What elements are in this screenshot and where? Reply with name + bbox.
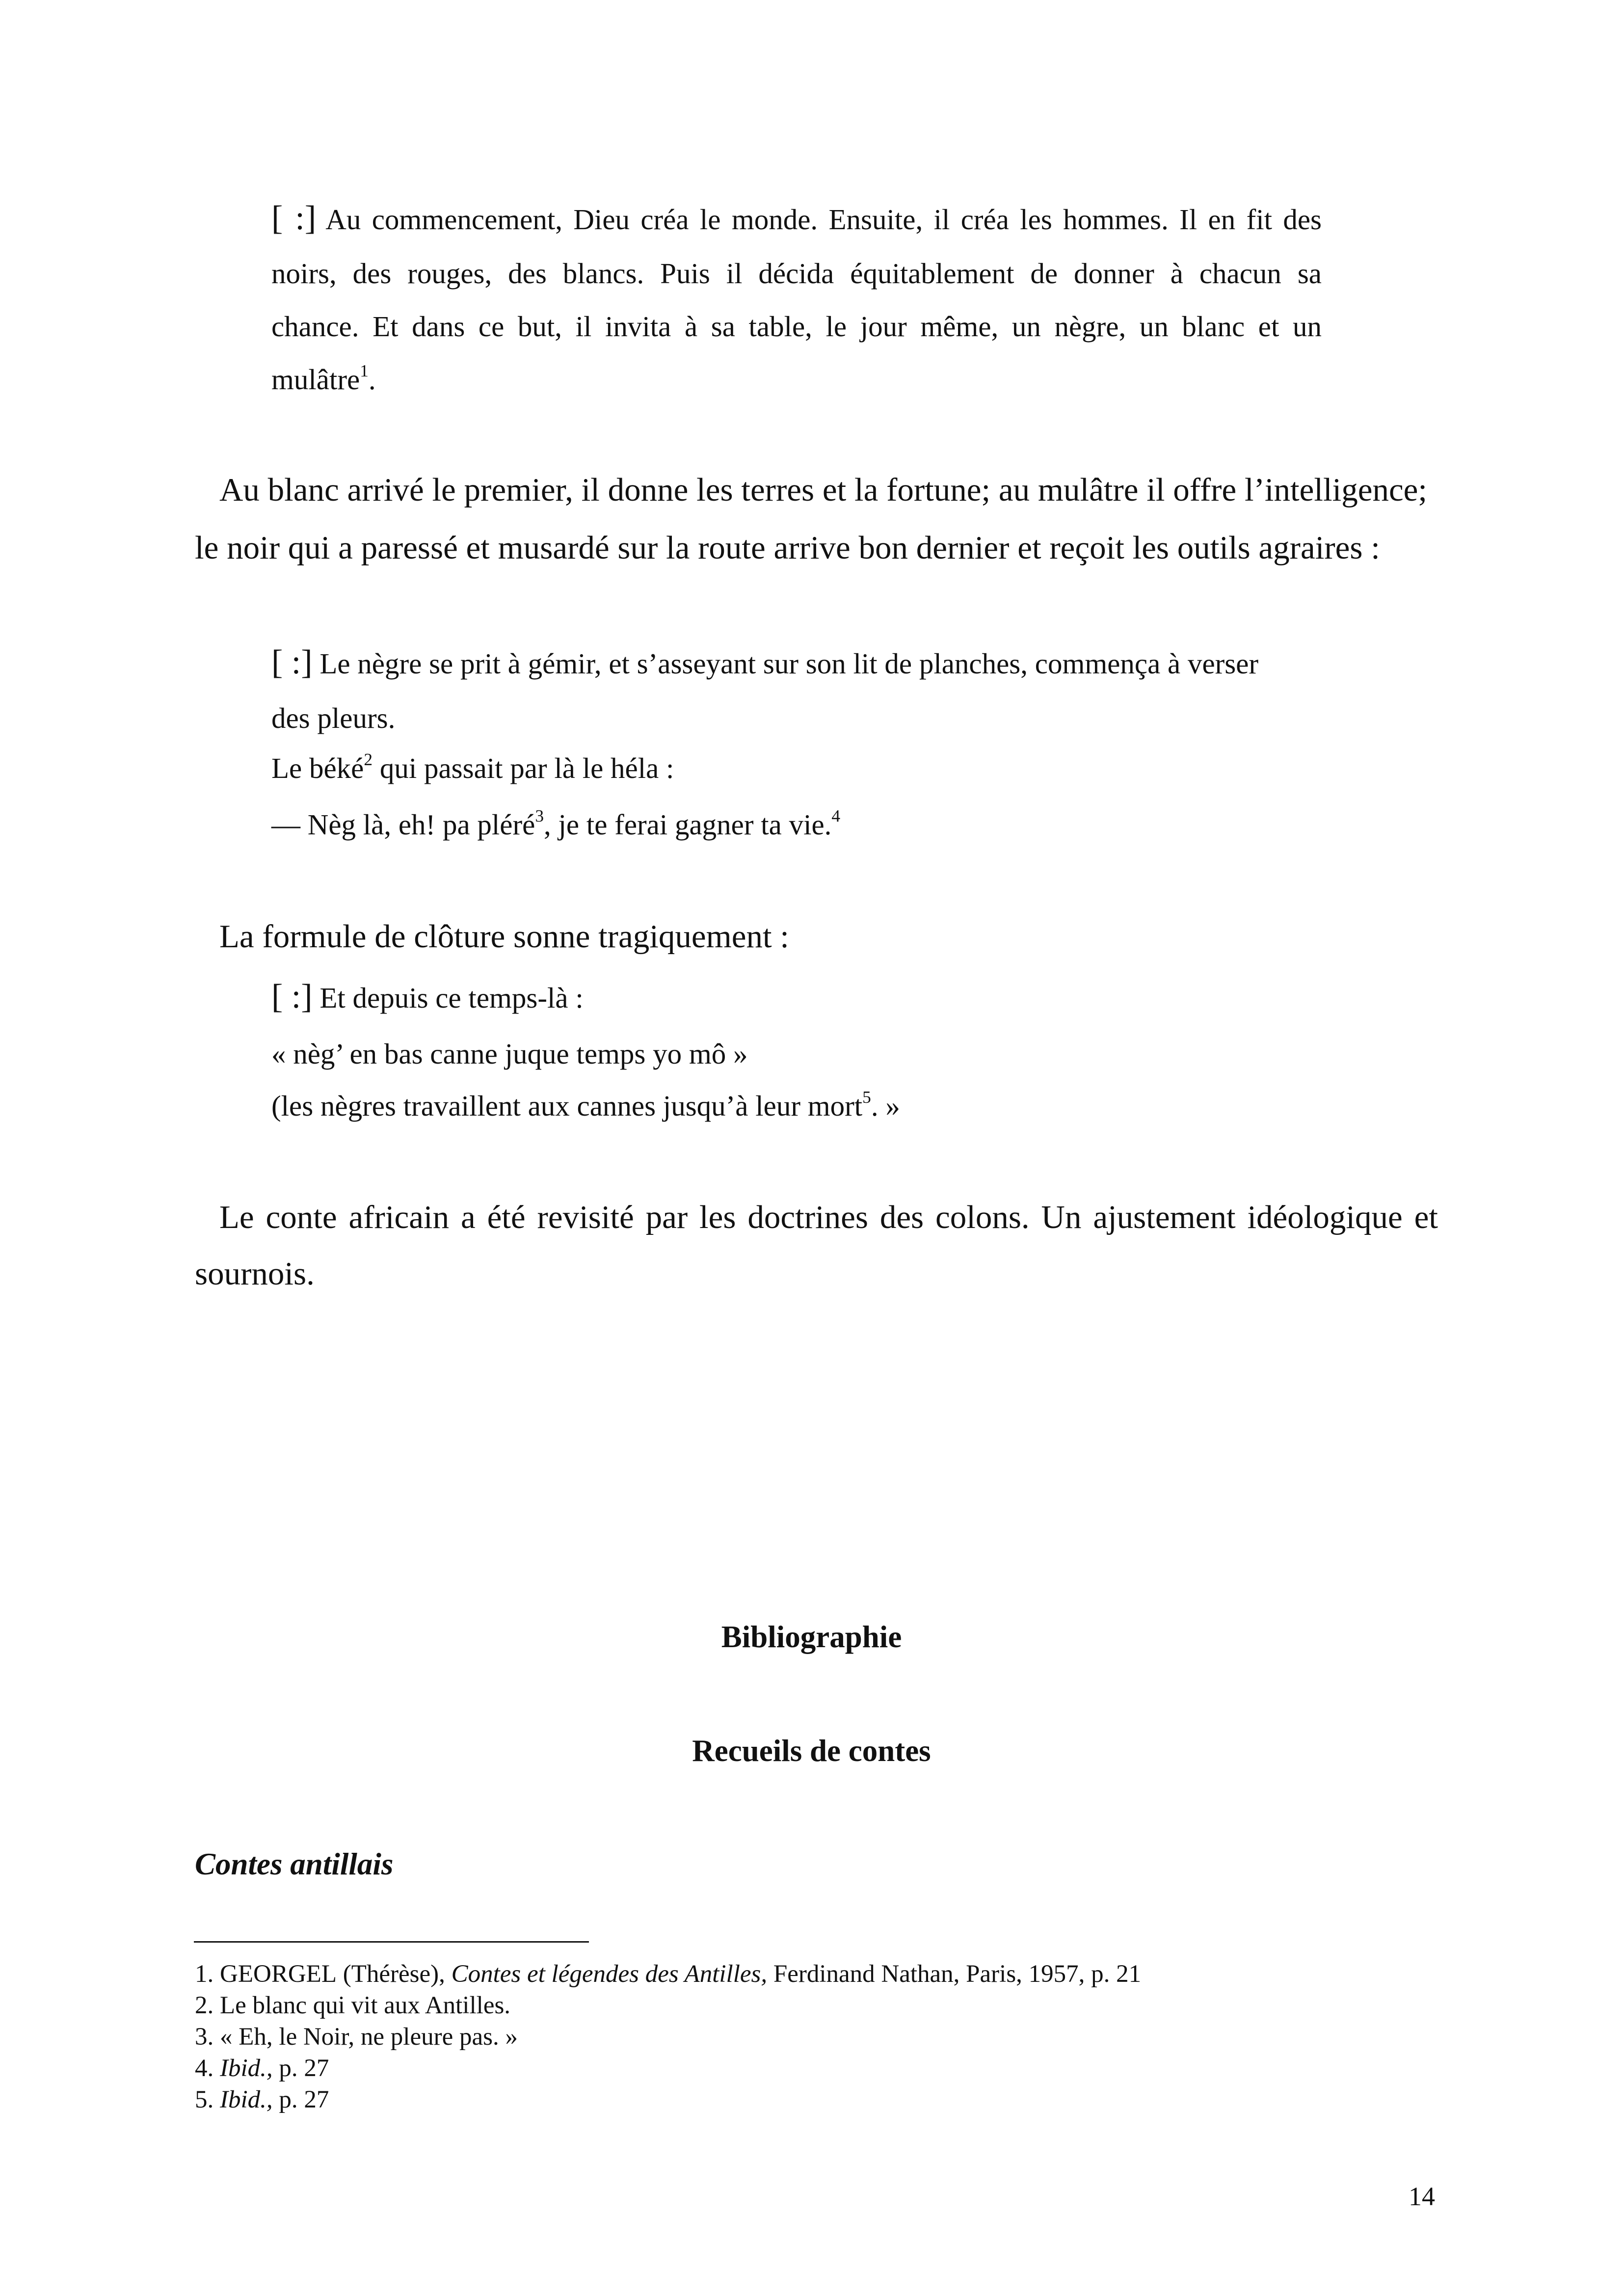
quote2-line1: [ :] Le nègre se prit à gémir, et s’asseyant sur son lit de planches, commença à verser <box>271 643 1259 681</box>
footnote-ref-5: 5 <box>862 1087 871 1107</box>
quote2-line4: — Nèg là, eh! pa pléré$^3$, je te ferai gagner ta vie.$^4$ <box>271 806 841 841</box>
footnote-2: 2. Le blanc qui vit aux Antilles. <box>195 1992 511 2019</box>
footnote-3: 3. « Eh, le Noir, ne pleure pas. » <box>195 2023 518 2051</box>
quote1-line1: [ :] Au commencement, Dieu créa le monde. Ensuite, il créa les hommes. Il en fit des <box>271 199 1322 237</box>
heading-contes-antillais: Contes antillais <box>195 1847 394 1881</box>
footnote-1: 1. GEORGEL (Thérèse), Contes et légendes des Antilles, Ferdinand Nathan, Paris, 1957, p. 21 <box>195 1960 1142 1988</box>
quote1-line3: chance. Et dans ce but, il invita à sa table, le jour même, un nègre, un blanc et un <box>271 310 1322 343</box>
quote3-line2: « nèg’ en bas canne juque temps yo mô » <box>271 1038 748 1070</box>
footnote-separator <box>194 1941 589 1943</box>
quote3-line3: (les nègres travaillent aux cannes jusqu’à leur mort$^5$. » <box>271 1087 900 1122</box>
para1-line2: le noir qui a paressé et musardé sur la route arrive bon dernier et reçoit les outils agraires : <box>195 530 1380 566</box>
heading-recueils-de-contes: Recueils de contes <box>692 1734 931 1768</box>
footnote-ref-4: 4 <box>831 806 841 826</box>
quote2-line2: des pleurs. <box>271 702 396 734</box>
quote1-bracket: [ :] <box>271 199 317 237</box>
heading-bibliographie: Bibliographie <box>721 1620 902 1654</box>
footnote-4: 4. Ibid., p. 27 <box>195 2055 329 2082</box>
quote1-line2: noirs, des rouges, des blancs. Puis il décida équitablement de donner à chacun sa <box>271 257 1322 290</box>
page-number: 14 <box>1409 2182 1435 2211</box>
para3-line2: sournois. <box>195 1255 315 1292</box>
footnote-ref-1: 1 <box>360 361 369 381</box>
footnote-5: 5. Ibid., p. 27 <box>195 2086 329 2113</box>
para3-line1: Le conte africain a été revisité par les doctrines des colons. Un ajustement idéologique et <box>219 1199 1438 1235</box>
quote2-line3: Le béké$^2$ qui passait par là le héla : <box>271 749 674 784</box>
para2-line1: La formule de clôture sonne tragiquement : <box>219 918 789 955</box>
footnote-ref-2: 2 <box>364 749 373 770</box>
quote1-line4: mulâtre$^1$. <box>271 361 376 396</box>
footnote-ref-3: 3 <box>535 806 544 826</box>
para1-line1: Au blanc arrivé le premier, il donne les terres et la fortune; au mulâtre il offre l’intelligence; <box>219 472 1428 508</box>
quote2-bracket: [ :] <box>271 643 313 681</box>
quote3-line1: [ :] Et depuis ce temps-là : <box>271 978 584 1015</box>
quote3-bracket: [ :] <box>271 978 313 1015</box>
